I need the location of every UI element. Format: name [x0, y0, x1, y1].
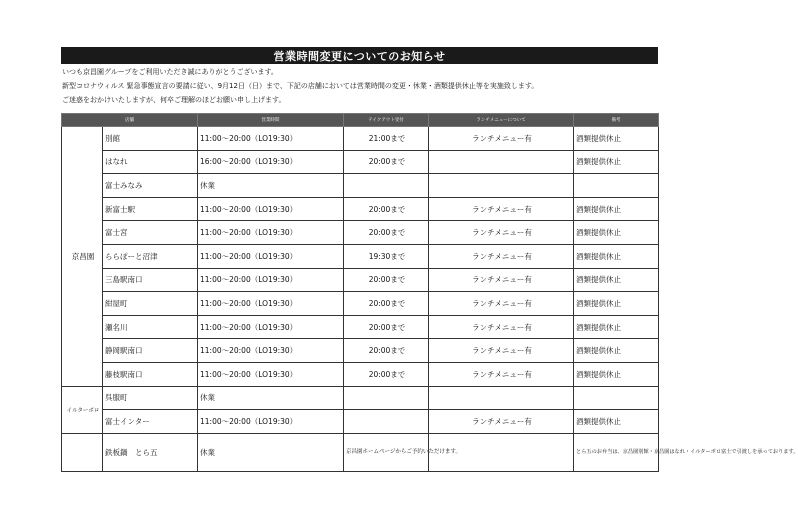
- takeout-time: 20:00まで: [344, 268, 429, 292]
- store-name: 静岡駅南口: [103, 339, 198, 363]
- lunch-info: [429, 174, 574, 198]
- notes: [574, 386, 659, 410]
- table-row: [62, 244, 659, 268]
- lunch-info: ランチメニュー有: [429, 221, 574, 245]
- notes: 酒類提供休止: [574, 268, 659, 292]
- store-name: 富士みなみ: [103, 174, 198, 198]
- lunch-info: ランチメニュー有: [429, 197, 574, 221]
- table-row: [62, 174, 659, 198]
- store-name: 呉服町: [103, 386, 198, 410]
- store-hours: 11:00～20:00（LO19:30）: [198, 410, 344, 434]
- header-notes: 備考: [574, 114, 659, 127]
- lunch-info: ランチメニュー有: [429, 244, 574, 268]
- notes: 酒類提供休止: [574, 362, 659, 386]
- table-row: [62, 127, 659, 151]
- lunch-info: [429, 150, 574, 174]
- store-name: 富士宮: [103, 221, 198, 245]
- notes: 酒類提供休止: [574, 410, 659, 434]
- takeout-time: 20:00まで: [344, 197, 429, 221]
- lunch-info: ランチメニュー有: [429, 127, 574, 151]
- store-hours-table: [61, 113, 798, 472]
- takeout-time: 20:00まで: [344, 315, 429, 339]
- notes: とら五のお弁当は、京昌園別館・京昌園はなれ・イルターボロ富士で引渡しを承っております。: [574, 433, 659, 471]
- store-name: 紺屋町: [103, 292, 198, 316]
- store-hours: 11:00～20:00（LO19:30）: [198, 315, 344, 339]
- store-name: 別館: [103, 127, 198, 151]
- store-name: ららぽーと沼津: [103, 244, 198, 268]
- store-name: 新富士駅: [103, 197, 198, 221]
- store-name: 藤枝駅南口: [103, 362, 198, 386]
- table-row: [62, 268, 659, 292]
- store-name: 三島駅南口: [103, 268, 198, 292]
- lunch-info: ランチメニュー有: [429, 362, 574, 386]
- notes: 酒類提供休止: [574, 150, 659, 174]
- table-row: [62, 386, 659, 410]
- header-hours: 営業時間: [198, 114, 344, 127]
- takeout-time: 20:00まで: [344, 221, 429, 245]
- group-label-ilterpolo: イルターボロ: [62, 386, 103, 433]
- intro-line-2: 新型コロナウィルス 緊急事態宣言の要請に従い、9月12日（日）まで、下記の店舗においては営業時間の変更・休業・酒類提供休止等を実施致します。: [62, 82, 539, 90]
- store-hours: 11:00～20:00（LO19:30）: [198, 339, 344, 363]
- takeout-time: [344, 410, 429, 434]
- header-lunch: ランチメニューについて: [429, 114, 574, 127]
- table-row: [62, 150, 659, 174]
- notice-title: 営業時間変更についてのお知らせ: [61, 47, 658, 64]
- notes: 酒類提供休止: [574, 197, 659, 221]
- lunch-info: ランチメニュー有: [429, 410, 574, 434]
- table-row: [62, 433, 659, 471]
- lunch-info: ランチメニュー有: [429, 268, 574, 292]
- store-hours: 11:00～20:00（LO19:30）: [198, 197, 344, 221]
- group-label-empty: [62, 433, 103, 471]
- lunch-info: ランチメニュー有: [429, 339, 574, 363]
- takeout-time: 20:00まで: [344, 150, 429, 174]
- store-hours: 11:00～20:00（LO19:30）: [198, 221, 344, 245]
- group-label-keishoen: 京昌園: [62, 127, 103, 387]
- store-hours: 休業: [198, 174, 344, 198]
- takeout-time: 21:00まで: [344, 127, 429, 151]
- notes: 酒類提供休止: [574, 244, 659, 268]
- table-row: [62, 197, 659, 221]
- store-hours: 休業: [198, 386, 344, 410]
- header-store: 店舗: [62, 114, 198, 127]
- takeout-time: 20:00まで: [344, 362, 429, 386]
- table-row: [62, 221, 659, 245]
- store-name: 鉄板鍋 とら五: [103, 433, 198, 471]
- store-hours: 休業: [198, 433, 344, 471]
- table-row: [62, 339, 659, 363]
- takeout-time: 19:30まで: [344, 244, 429, 268]
- takeout-time: [344, 174, 429, 198]
- table-row: [62, 292, 659, 316]
- store-name: 富士インター: [103, 410, 198, 434]
- store-hours: 11:00～20:00（LO19:30）: [198, 127, 344, 151]
- takeout-time: 20:00まで: [344, 292, 429, 316]
- lunch-info: [429, 386, 574, 410]
- intro-line-3: ご迷惑をおかけいたしますが、何卒ご理解のほどお願い申し上げます。: [62, 96, 286, 104]
- store-name: 瀬名川: [103, 315, 198, 339]
- store-hours: 11:00～20:00（LO19:30）: [198, 362, 344, 386]
- takeout-time: [344, 386, 429, 410]
- notes: [574, 174, 659, 198]
- notes: 酒類提供休止: [574, 292, 659, 316]
- table-header-row: [62, 114, 659, 127]
- store-name: はなれ: [103, 150, 198, 174]
- store-hours: 11:00～20:00（LO19:30）: [198, 268, 344, 292]
- takeout-note: 京昌園ホームページからご予約いただけます。: [344, 433, 429, 471]
- notes: 酒類提供休止: [574, 221, 659, 245]
- header-takeout: テイクアウト受付: [344, 114, 429, 127]
- table-row: [62, 410, 659, 434]
- table-row: [62, 362, 659, 386]
- store-hours: 11:00～20:00（LO19:30）: [198, 292, 344, 316]
- notes: 酒類提供休止: [574, 315, 659, 339]
- store-hours: 16:00～20:00（LO19:30）: [198, 150, 344, 174]
- notes: 酒類提供休止: [574, 127, 659, 151]
- notes: 酒類提供休止: [574, 339, 659, 363]
- intro-line-1: いつも京昌園グループをご利用いただき誠にありがとうございます。: [62, 68, 278, 76]
- lunch-info: ランチメニュー有: [429, 292, 574, 316]
- store-hours: 11:00～20:00（LO19:30）: [198, 244, 344, 268]
- lunch-info: ランチメニュー有: [429, 315, 574, 339]
- table-row: [62, 315, 659, 339]
- takeout-time: 20:00まで: [344, 339, 429, 363]
